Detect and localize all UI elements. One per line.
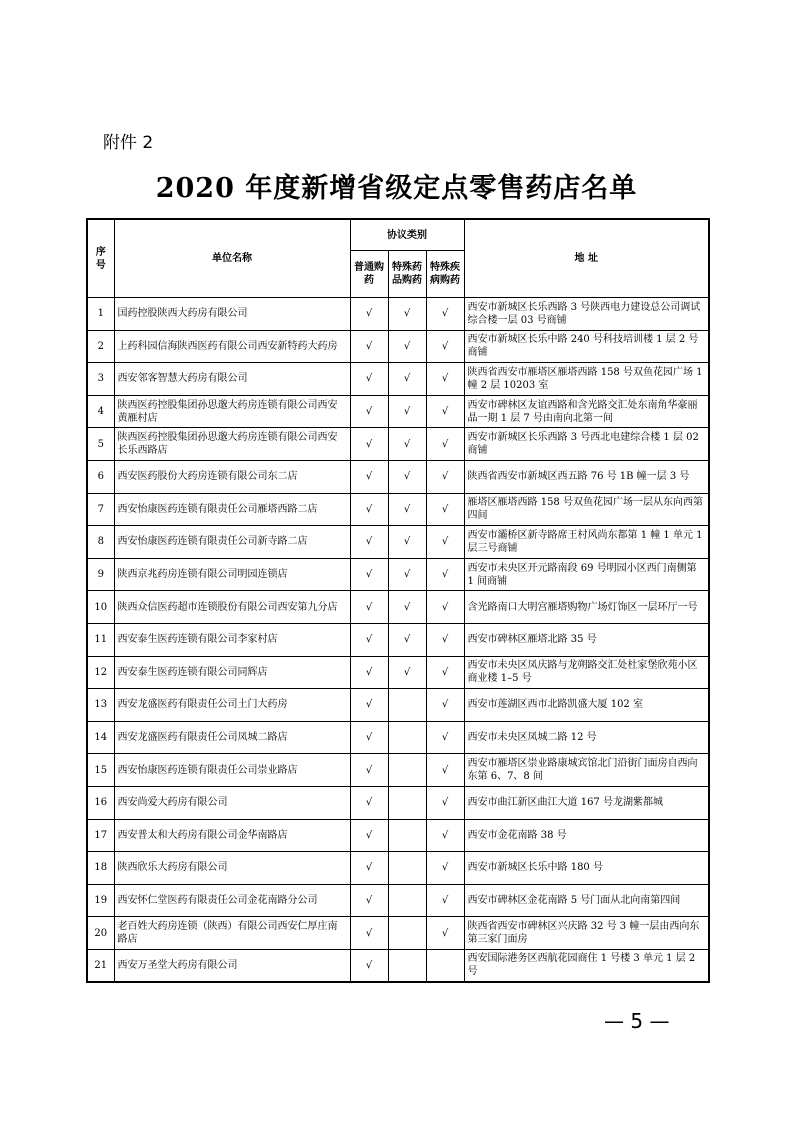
page-title: 2020 年度新增省级定点零售药店名单 <box>155 173 638 204</box>
row-number: 18 <box>87 852 114 885</box>
row-number: 7 <box>87 493 114 526</box>
row-name: 西安怡康医药连锁有限责任公司崇业路店 <box>114 754 350 787</box>
row-special-disease-check: √ <box>426 852 464 885</box>
row-special-drug-check: √ <box>388 526 426 559</box>
row-number: 15 <box>87 754 114 787</box>
row-special-drug-check: √ <box>388 591 426 624</box>
row-special-drug-check <box>388 884 426 917</box>
row-special-disease-check: √ <box>426 460 464 493</box>
row-address: 陕西省西安市碑林区兴庆路 32 号 3 幢一层由西向东第三家门面房 <box>464 917 709 950</box>
row-number: 4 <box>87 395 114 428</box>
row-name: 西安邻客智慧大药房有限公司 <box>114 363 350 396</box>
row-address: 西安市碑林区雁塔北路 35 号 <box>464 623 709 656</box>
row-number: 6 <box>87 460 114 493</box>
header-name: 单位名称 <box>114 219 350 298</box>
header-general-purchase: 普通购药 <box>350 251 388 298</box>
row-general-check: √ <box>350 721 388 754</box>
row-general-check: √ <box>350 949 388 982</box>
row-general-check: √ <box>350 330 388 363</box>
table-row <box>87 591 709 624</box>
table-row <box>87 395 709 428</box>
row-number: 1 <box>87 298 114 331</box>
row-general-check: √ <box>350 754 388 787</box>
row-special-drug-check: √ <box>388 493 426 526</box>
row-special-disease-check: √ <box>426 721 464 754</box>
row-general-check: √ <box>350 493 388 526</box>
row-name: 西安尚爱大药房有限公司 <box>114 786 350 819</box>
row-special-disease-check <box>426 949 464 982</box>
row-name: 上药科园信海陕西医药有限公司西安新特药大药房 <box>114 330 350 363</box>
row-general-check: √ <box>350 656 388 689</box>
row-special-disease-check: √ <box>426 623 464 656</box>
header-special-drug-purchase: 特殊药品购药 <box>388 251 426 298</box>
table-row <box>87 526 709 559</box>
row-name: 西安普太和大药房有限公司金华南路店 <box>114 819 350 852</box>
row-special-drug-check <box>388 819 426 852</box>
row-name: 西安泰生医药连锁有限公司同辉店 <box>114 656 350 689</box>
row-special-drug-check <box>388 786 426 819</box>
row-name: 陕西众信医药超市连锁股份有限公司西安第九分店 <box>114 591 350 624</box>
row-name: 老百姓大药房连锁（陕西）有限公司西安仁厚庄南路店 <box>114 917 350 950</box>
row-address: 西安市未央区开元路南段 69 号明园小区西门南侧第 1 间商铺 <box>464 558 709 591</box>
row-address: 西安市莲湖区西市北路凯盛大厦 102 室 <box>464 689 709 722</box>
row-name: 西安医药股份大药房连锁有限公司东二店 <box>114 460 350 493</box>
table-row <box>87 363 709 396</box>
row-name: 陕西京兆药房连锁有限公司明园连锁店 <box>114 558 350 591</box>
row-number: 3 <box>87 363 114 396</box>
table-row <box>87 786 709 819</box>
row-special-drug-check: √ <box>388 428 426 461</box>
row-special-disease-check: √ <box>426 884 464 917</box>
row-general-check: √ <box>350 917 388 950</box>
table-row <box>87 852 709 885</box>
row-general-check: √ <box>350 852 388 885</box>
row-address: 西安市新城区长乐中路 240 号科技培训楼 1 层 2 号商铺 <box>464 330 709 363</box>
row-special-disease-check: √ <box>426 786 464 819</box>
table-row <box>87 298 709 331</box>
row-address: 西安市未央区凤城二路 12 号 <box>464 721 709 754</box>
row-general-check: √ <box>350 526 388 559</box>
row-special-drug-check <box>388 852 426 885</box>
row-special-disease-check: √ <box>426 493 464 526</box>
row-special-drug-check: √ <box>388 363 426 396</box>
row-name: 陕西医药控股集团孙思邈大药房连锁有限公司西安黄雁村店 <box>114 395 350 428</box>
pharmacy-table <box>86 218 710 983</box>
row-address: 西安市碑林区友谊西路和含光路交汇处东南角华豪丽晶一期 1 层 7 号由南向北第一间 <box>464 395 709 428</box>
row-special-disease-check: √ <box>426 363 464 396</box>
row-number: 20 <box>87 917 114 950</box>
table-row <box>87 689 709 722</box>
row-number: 5 <box>87 428 114 461</box>
row-special-disease-check: √ <box>426 656 464 689</box>
row-address: 西安市金花南路 38 号 <box>464 819 709 852</box>
row-general-check: √ <box>350 363 388 396</box>
row-number: 2 <box>87 330 114 363</box>
row-general-check: √ <box>350 591 388 624</box>
table-row <box>87 330 709 363</box>
row-special-disease-check: √ <box>426 754 464 787</box>
row-number: 10 <box>87 591 114 624</box>
table-row <box>87 949 709 982</box>
row-special-disease-check: √ <box>426 917 464 950</box>
row-name: 西安龙盛医药有限责任公司凤城二路店 <box>114 721 350 754</box>
row-general-check: √ <box>350 558 388 591</box>
row-number: 13 <box>87 689 114 722</box>
row-special-drug-check: √ <box>388 460 426 493</box>
table-row <box>87 623 709 656</box>
table-row <box>87 754 709 787</box>
table-row <box>87 884 709 917</box>
row-special-drug-check: √ <box>388 395 426 428</box>
row-number: 12 <box>87 656 114 689</box>
row-address: 含光路南口大明宫雁塔购物广场灯饰区一层环厅一号 <box>464 591 709 624</box>
row-name: 西安怀仁堂医药有限责任公司金花南路分公司 <box>114 884 350 917</box>
row-general-check: √ <box>350 786 388 819</box>
row-special-drug-check <box>388 917 426 950</box>
row-special-disease-check: √ <box>426 591 464 624</box>
row-name: 国药控股陕西大药房有限公司 <box>114 298 350 331</box>
row-name: 陕西医药控股集团孙思邈大药房连锁有限公司西安长乐西路店 <box>114 428 350 461</box>
row-address: 西安市雁塔区崇业路康城宾馆北门沿街门面房自西向东第 6、7、8 间 <box>464 754 709 787</box>
row-number: 9 <box>87 558 114 591</box>
header-address: 地 址 <box>464 219 709 298</box>
row-special-disease-check: √ <box>426 689 464 722</box>
table-row <box>87 428 709 461</box>
row-number: 16 <box>87 786 114 819</box>
row-special-drug-check: √ <box>388 623 426 656</box>
row-special-drug-check <box>388 754 426 787</box>
row-special-disease-check: √ <box>426 298 464 331</box>
row-number: 8 <box>87 526 114 559</box>
row-special-disease-check: √ <box>426 558 464 591</box>
table-row <box>87 558 709 591</box>
row-address: 西安市灞桥区新寺路席王村风尚东都第 1 幢 1 单元 1 层三号商铺 <box>464 526 709 559</box>
row-address: 西安市碑林区金花南路 5 号门面从北向南第四间 <box>464 884 709 917</box>
table-row <box>87 917 709 950</box>
row-general-check: √ <box>350 819 388 852</box>
row-name: 西安怡康医药连锁有限责任公司雁塔西路二店 <box>114 493 350 526</box>
header-special-disease-purchase: 特殊疾病购药 <box>426 251 464 298</box>
row-number: 11 <box>87 623 114 656</box>
row-address: 雁塔区雁塔西路 158 号双鱼花园广场一层从东向西第四间 <box>464 493 709 526</box>
table-row <box>87 819 709 852</box>
row-address: 西安市新城区长乐西路 3 号陕西电力建设总公司调试综合楼一层 03 号商铺 <box>464 298 709 331</box>
row-special-drug-check: √ <box>388 656 426 689</box>
header-no: 序号 <box>87 219 114 298</box>
row-address: 陕西省西安市新城区西五路 76 号 1B 幢一层 3 号 <box>464 460 709 493</box>
row-special-drug-check: √ <box>388 558 426 591</box>
attachment-label: 附件 2 <box>103 133 154 153</box>
row-name: 西安泰生医药连锁有限公司李家村店 <box>114 623 350 656</box>
header-agreement: 协议类别 <box>350 219 464 251</box>
row-general-check: √ <box>350 428 388 461</box>
row-address: 西安国际港务区西航花园商住 1 号楼 3 单元 1 层 2 号 <box>464 949 709 982</box>
row-special-drug-check <box>388 721 426 754</box>
row-special-disease-check: √ <box>426 526 464 559</box>
row-special-disease-check: √ <box>426 395 464 428</box>
row-name: 西安万圣堂大药房有限公司 <box>114 949 350 982</box>
row-general-check: √ <box>350 460 388 493</box>
row-address: 西安市新城区长乐中路 180 号 <box>464 852 709 885</box>
row-name: 陕西欣乐大药房有限公司 <box>114 852 350 885</box>
row-special-disease-check: √ <box>426 428 464 461</box>
table-row <box>87 460 709 493</box>
table-row <box>87 493 709 526</box>
row-address: 陕西省西安市雁塔区雁塔西路 158 号双鱼花园广场 1 幢 2 层 10203 室 <box>464 363 709 396</box>
row-address: 西安市未央区凤庆路与龙朔路交汇处杜家堡欣苑小区商业楼 1–5 号 <box>464 656 709 689</box>
row-general-check: √ <box>350 395 388 428</box>
row-name: 西安怡康医药连锁有限责任公司新寺路二店 <box>114 526 350 559</box>
row-special-disease-check: √ <box>426 330 464 363</box>
row-address: 西安市曲江新区曲江大道 167 号龙湖紫都城 <box>464 786 709 819</box>
row-general-check: √ <box>350 623 388 656</box>
row-special-disease-check: √ <box>426 819 464 852</box>
row-general-check: √ <box>350 884 388 917</box>
table-row <box>87 656 709 689</box>
row-special-drug-check <box>388 949 426 982</box>
row-number: 17 <box>87 819 114 852</box>
row-special-drug-check <box>388 689 426 722</box>
row-name: 西安龙盛医药有限责任公司土门大药房 <box>114 689 350 722</box>
page-number: — 5 — <box>604 1009 670 1033</box>
row-address: 西安市新城区长乐西路 3 号西北电建综合楼 1 层 02 商铺 <box>464 428 709 461</box>
row-special-drug-check: √ <box>388 298 426 331</box>
row-general-check: √ <box>350 689 388 722</box>
row-number: 14 <box>87 721 114 754</box>
table-row <box>87 721 709 754</box>
row-special-drug-check: √ <box>388 330 426 363</box>
row-number: 21 <box>87 949 114 982</box>
row-general-check: √ <box>350 298 388 331</box>
row-number: 19 <box>87 884 114 917</box>
